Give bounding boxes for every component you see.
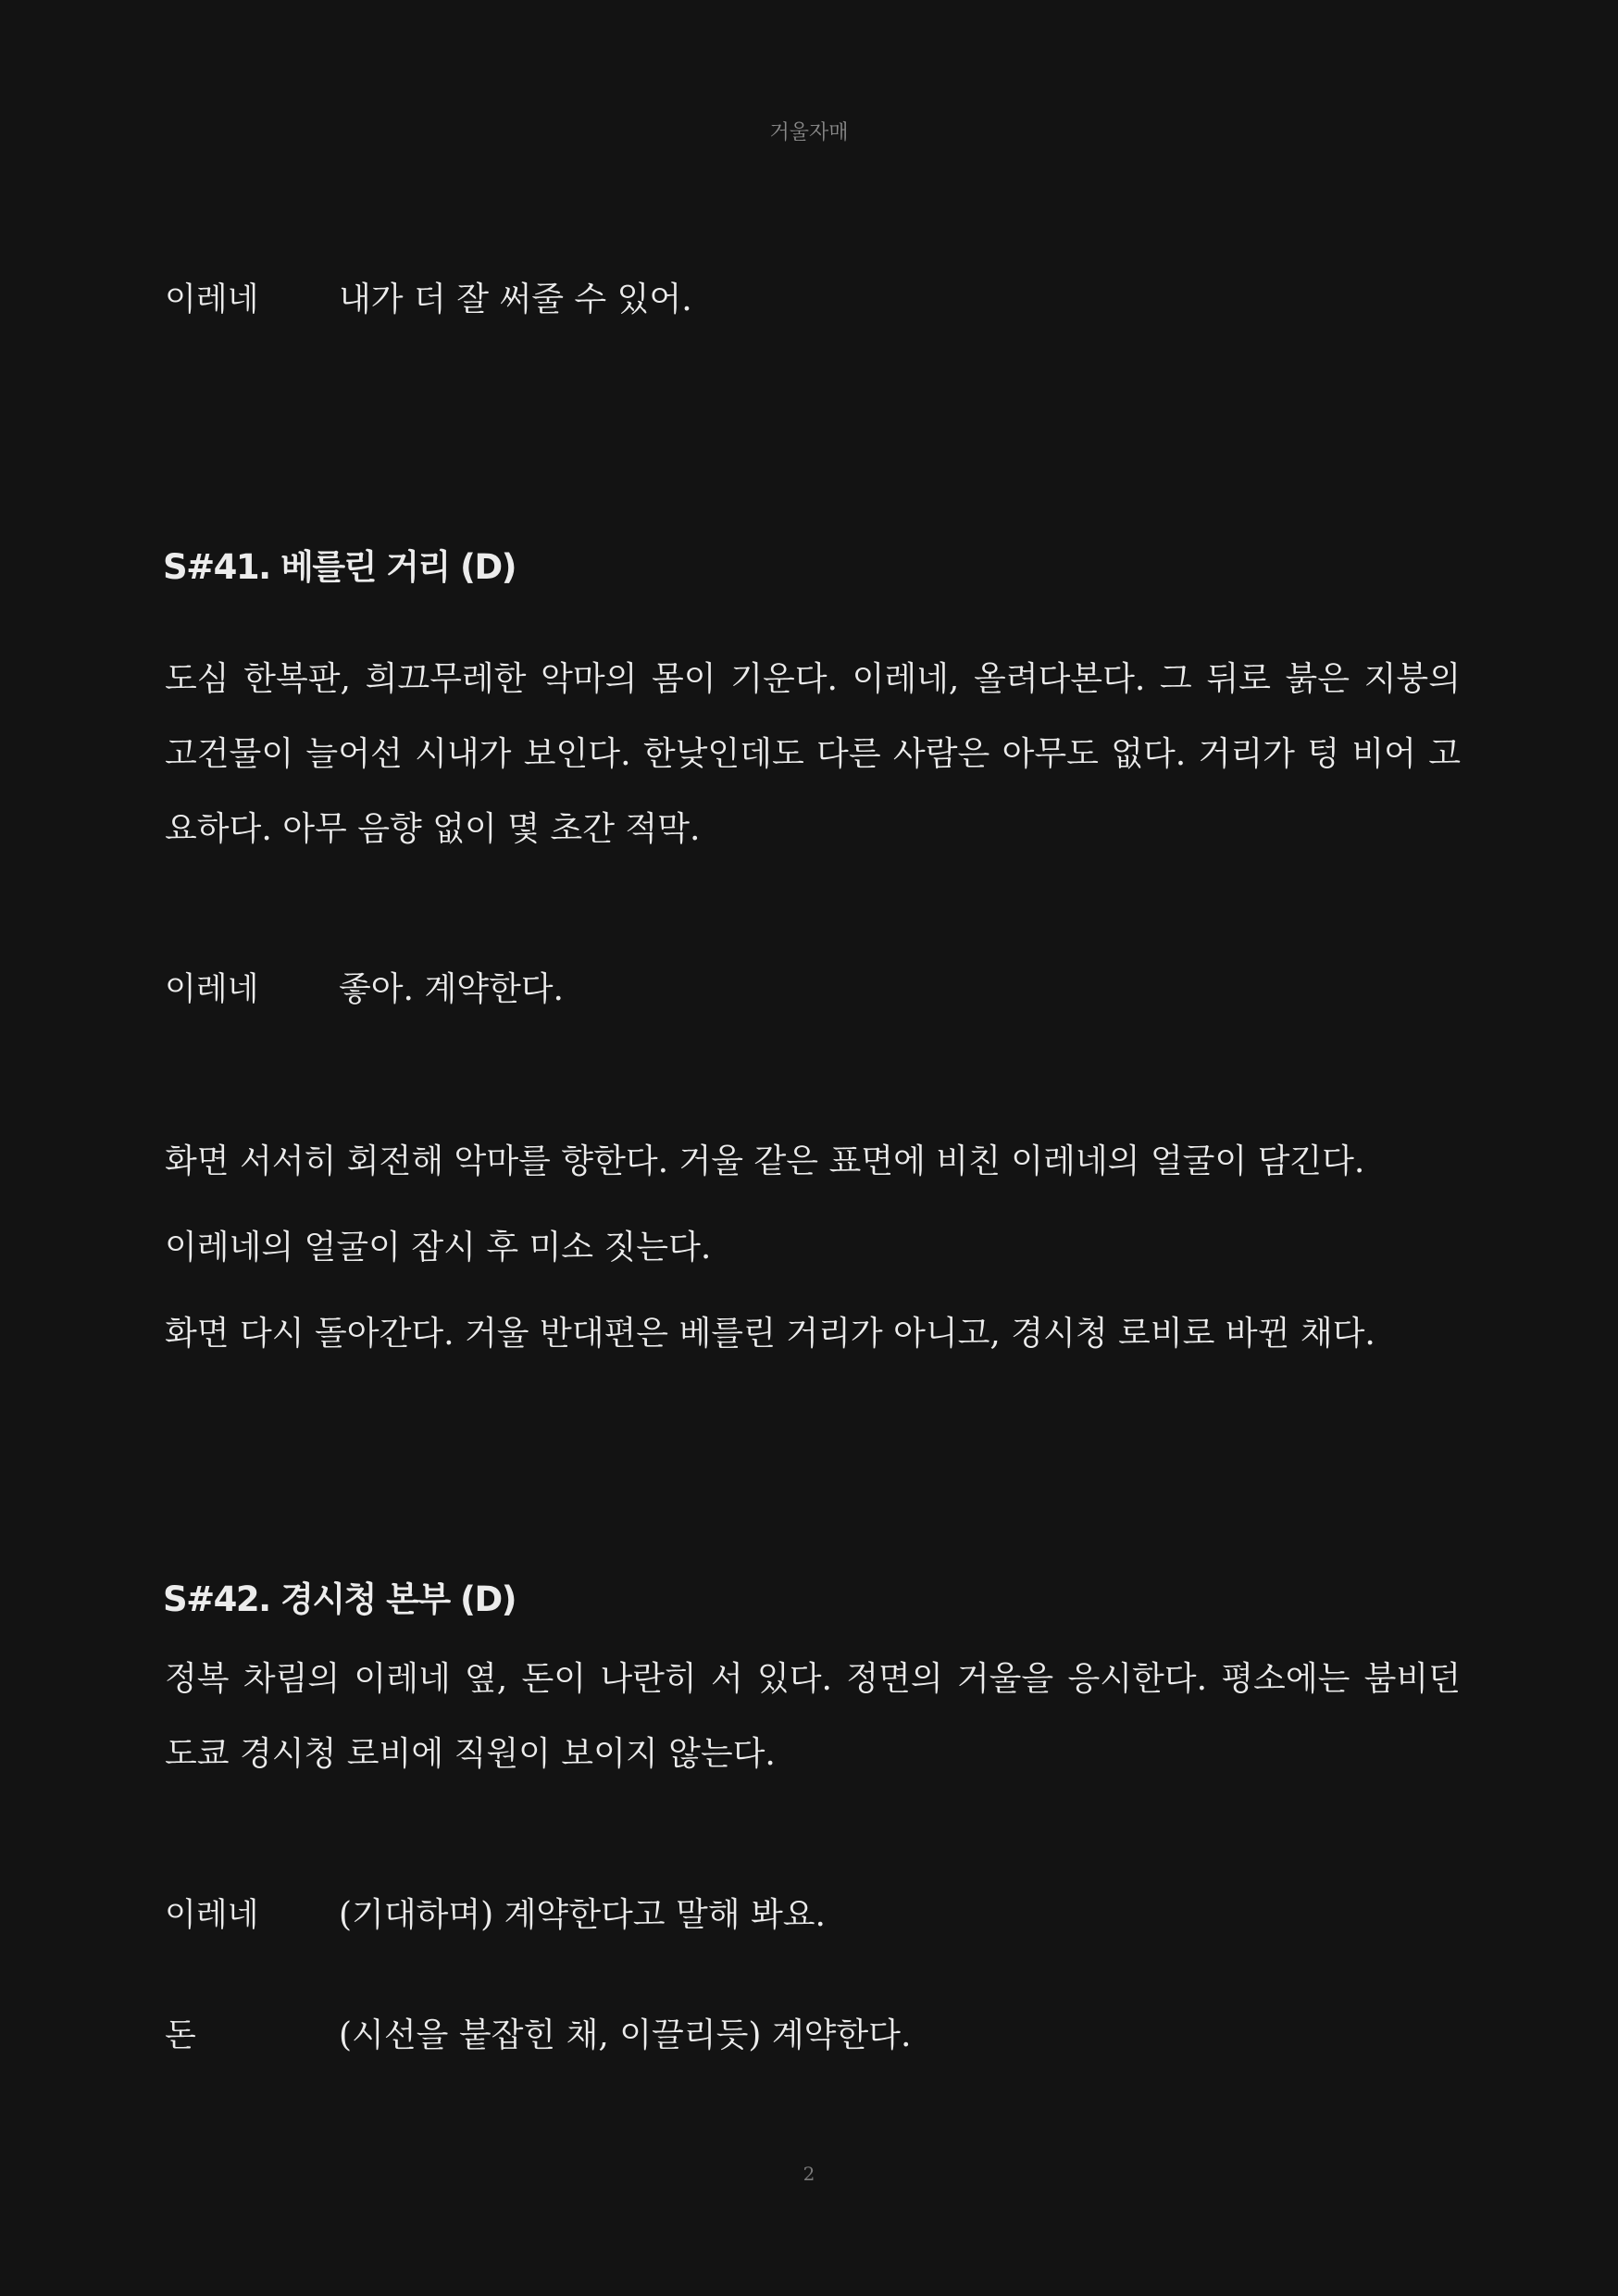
action-line: 화면 다시 돌아간다. 거울 반대편은 베를린 거리가 아니고, 경시청 로비로 바뀐 채다. (165, 1315, 1375, 1353)
dialogue-line: (기대하며) 계약한다고 말해 봐요. (339, 1896, 826, 1934)
scene-heading: S#42. 경시청 본부 (D) (163, 1579, 517, 1619)
scene-heading: S#41. 베를린 거리 (D) (163, 547, 517, 587)
action-paragraph: 정복 차림의 이레네 옆, 돈이 나란히 서 있다. 정면의 거울을 응시한다. 평소에는 붐비던 도쿄 경시청 로비에 직원이 보이지 않는다. (165, 1660, 1461, 1773)
speaker-name: 이레네 (165, 971, 259, 1008)
speaker-name: 이레네 (165, 1897, 259, 1934)
action-line: 화면 서서히 회전해 악마를 향한다. 거울 같은 표면에 비친 이레네의 얼굴이 담긴다. (165, 1142, 1365, 1180)
action-paragraph: 도심 한복판, 희끄무레한 악마의 몸이 기운다. 이레네, 올려다본다. 그 뒤로 붉은 지붕의 고건물이 늘어선 시내가 보인다. 한낮인데도 다른 사람은 아무도 없다. 거리가 텅 비어 고요하다. 아무 음향 없이 몇 초간 적막. (165, 660, 1461, 848)
action-line: 이레네의 얼굴이 잠시 후 미소 짓는다. (165, 1229, 712, 1267)
document-header-title: 거울자매 (769, 121, 849, 144)
speaker-name: 돈 (165, 2017, 196, 2054)
page-number: 2 (803, 2163, 815, 2185)
dialogue-block (165, 2014, 1461, 2058)
dialogue-block (165, 278, 1461, 322)
dialogue-block (165, 967, 1461, 1012)
dialogue-line: 내가 더 잘 써줄 수 있어. (339, 281, 692, 318)
dialogue-line: 좋아. 계약한다. (339, 970, 564, 1008)
dialogue-line: (시선을 붙잡힌 채, 이끌리듯) 계약한다. (339, 2016, 912, 2054)
speaker-name: 이레네 (165, 281, 259, 318)
dialogue-block (165, 1893, 1461, 1938)
